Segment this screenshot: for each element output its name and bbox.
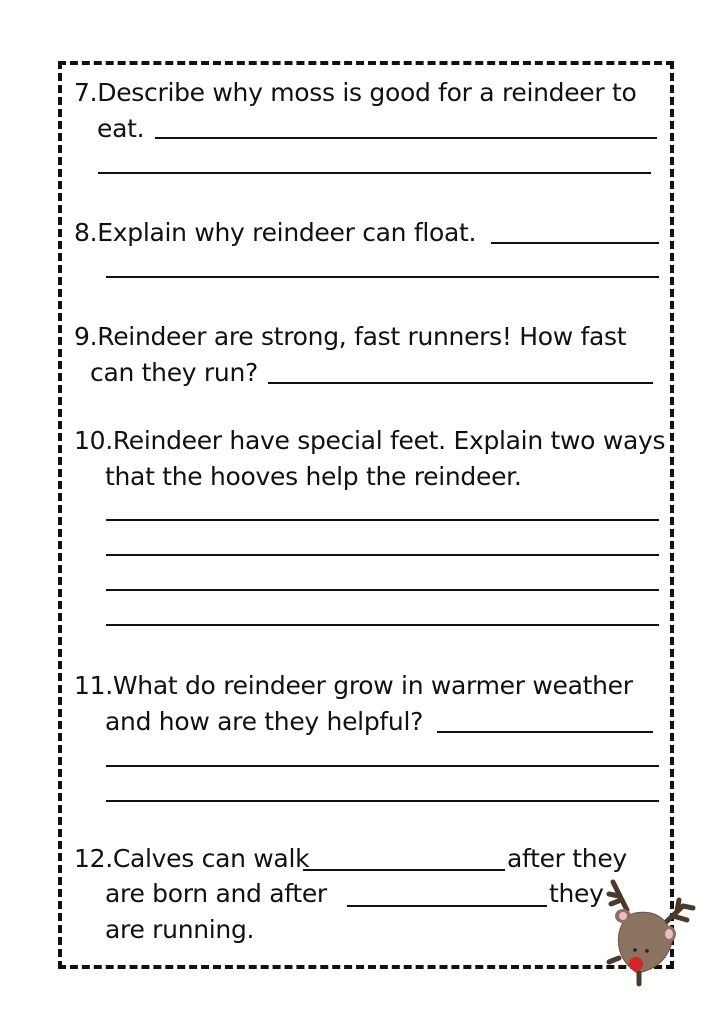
- question-number: 11.: [74, 671, 113, 700]
- reindeer-icon: [605, 878, 700, 988]
- question-number: 7.: [74, 78, 98, 107]
- question-10-line2: that the hooves help the reindeer.: [105, 462, 522, 491]
- worksheet-border: [58, 61, 674, 969]
- question-12-line3: are running.: [105, 915, 255, 944]
- answer-blank[interactable]: [347, 905, 547, 907]
- answer-line[interactable]: [155, 137, 657, 139]
- answer-line[interactable]: [268, 382, 653, 384]
- question-11-line2: and how are they helpful?: [105, 707, 424, 736]
- question-number: 10.: [74, 426, 113, 455]
- answer-line[interactable]: [106, 519, 659, 521]
- question-12-line2: are born and after: [105, 879, 327, 908]
- question-10: [74, 424, 665, 458]
- question-number: 9.: [74, 322, 98, 351]
- question-9: [74, 320, 626, 354]
- question-text: Reindeer are strong, fast runners! How fast: [97, 322, 627, 351]
- question-text: Reindeer have special feet. Explain two ways: [112, 426, 666, 455]
- answer-line[interactable]: [437, 731, 653, 733]
- question-12-text: they: [549, 879, 604, 908]
- answer-line[interactable]: [106, 800, 659, 802]
- question-text: Explain why reindeer can float.: [97, 218, 477, 247]
- answer-line[interactable]: [491, 242, 659, 244]
- answer-line[interactable]: [106, 589, 659, 591]
- question-text: Describe why moss is good for a reindeer to: [97, 78, 637, 107]
- answer-line[interactable]: [106, 276, 659, 278]
- question-12: [74, 842, 309, 876]
- question-text: Calves can walk: [112, 844, 310, 873]
- question-9-line2: can they run?: [90, 358, 258, 387]
- question-8: [74, 216, 476, 250]
- question-11: [74, 669, 633, 703]
- question-7: [74, 76, 637, 110]
- question-number: 12.: [74, 844, 113, 873]
- answer-line[interactable]: [98, 172, 651, 174]
- question-7-line2: eat.: [97, 114, 145, 143]
- question-12-text: after they: [507, 844, 627, 873]
- question-number: 8.: [74, 218, 98, 247]
- answer-line[interactable]: [106, 765, 659, 767]
- answer-blank[interactable]: [303, 869, 505, 871]
- answer-line[interactable]: [106, 624, 659, 626]
- question-text: What do reindeer grow in warmer weather: [112, 671, 633, 700]
- answer-line[interactable]: [106, 554, 659, 556]
